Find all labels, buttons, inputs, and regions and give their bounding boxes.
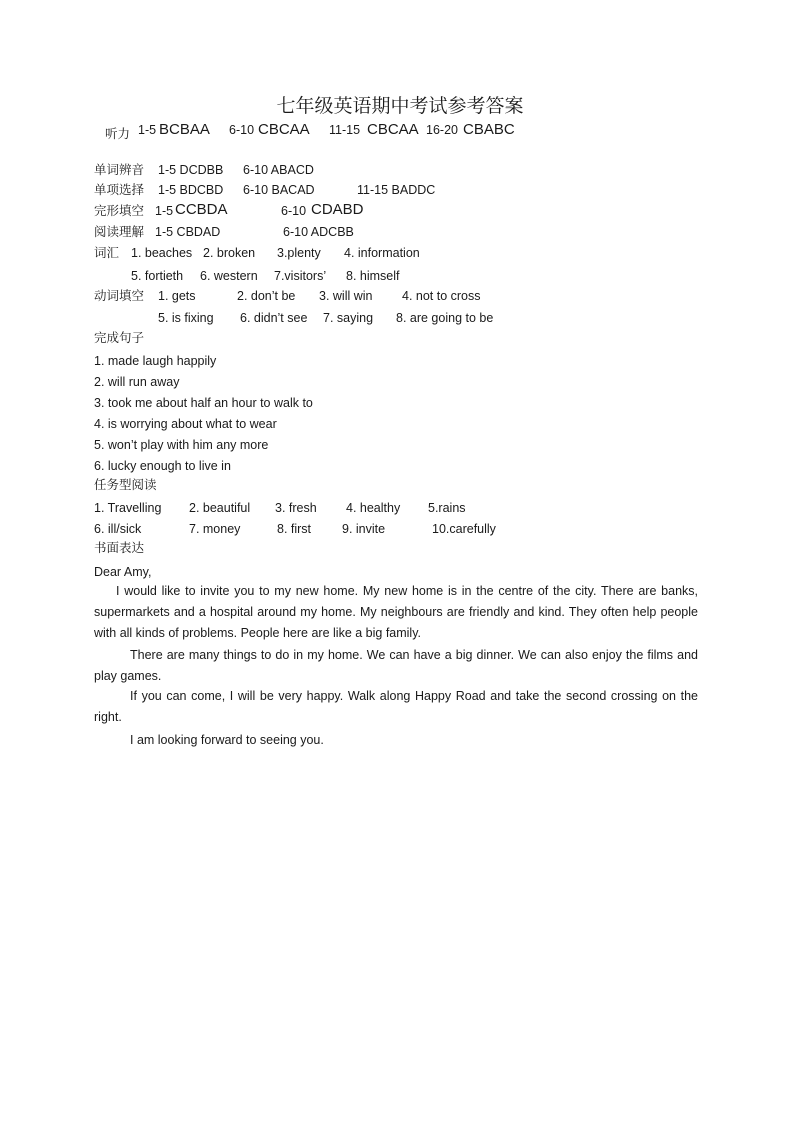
cloze-range-1: 1-5 bbox=[155, 204, 174, 218]
sentence-item: 4. is worrying about what to wear bbox=[94, 417, 277, 431]
sentence-item: 5. won’t play with him any more bbox=[94, 438, 269, 452]
task-item: 1. Travelling bbox=[94, 501, 162, 515]
cloze-answer-1: CCBDA bbox=[175, 201, 228, 218]
sentence-item: 1. made laugh happily bbox=[94, 354, 217, 368]
pron-group-1: 1-5 DCDBB bbox=[158, 163, 224, 177]
task-item: 8. first bbox=[277, 522, 312, 536]
sentence-item: 6. lucky enough to live in bbox=[94, 459, 231, 473]
reading-label: 阅读理解 bbox=[94, 224, 145, 239]
verb-item: 8. are going to be bbox=[396, 311, 494, 325]
page-title: 七年级英语期中考试参考答案 bbox=[276, 95, 524, 117]
listening-label: 听力 bbox=[105, 126, 131, 141]
vocab-item: 2. broken bbox=[203, 246, 256, 260]
reading-group-1: 1-5 CBDAD bbox=[155, 225, 221, 239]
vocab-item: 5. fortieth bbox=[131, 269, 184, 283]
task-label: 任务型阅读 bbox=[94, 477, 157, 492]
letter-greeting: Dear Amy, bbox=[94, 565, 152, 579]
cloze-answer-2: CDABD bbox=[311, 201, 364, 218]
sentence-item: 3. took me about half an hour to walk to bbox=[94, 396, 313, 410]
verb-item: 7. saying bbox=[323, 311, 374, 325]
vocab-item: 3.plenty bbox=[277, 246, 321, 260]
verb-item: 2. don’t be bbox=[237, 289, 296, 303]
single-group-1: 1-5 BDCBD bbox=[158, 183, 224, 197]
task-item: 4. healthy bbox=[346, 501, 401, 515]
listening-answer-1: BCBAA bbox=[159, 121, 210, 138]
listening-answer-2: CBCAA bbox=[258, 121, 310, 138]
task-item: 6. ill/sick bbox=[94, 522, 142, 536]
pron-group-2: 6-10 ABACD bbox=[243, 163, 314, 177]
listening-answer-3: CBCAA bbox=[367, 121, 419, 138]
listening-range-4: 16-20 bbox=[426, 123, 458, 137]
vocab-item: 7.visitors’ bbox=[274, 269, 327, 283]
single-group-2: 6-10 BACAD bbox=[243, 183, 315, 197]
verb-item: 5. is fixing bbox=[158, 311, 214, 325]
task-item: 2. beautiful bbox=[189, 501, 251, 515]
vocab-label: 词汇 bbox=[94, 245, 120, 260]
task-item: 7. money bbox=[189, 522, 241, 536]
listening-range-3: 11-15 bbox=[329, 123, 361, 137]
single-group-3: 11-15 BADDC bbox=[357, 183, 436, 197]
letter-closing: I am looking forward to seeing you. bbox=[130, 733, 324, 747]
single-label: 单项选择 bbox=[94, 182, 145, 197]
sentences-label: 完成句子 bbox=[94, 330, 145, 345]
cloze-range-2: 6-10 bbox=[281, 204, 307, 218]
task-item: 5.rains bbox=[428, 501, 466, 515]
task-item: 10.carefully bbox=[432, 522, 496, 536]
vocab-item: 6. western bbox=[200, 269, 258, 283]
cloze-label: 完形填空 bbox=[94, 203, 145, 218]
task-item: 3. fresh bbox=[275, 501, 317, 515]
listening-answer-4: CBABC bbox=[463, 121, 515, 138]
vocab-item: 4. information bbox=[344, 246, 420, 260]
verb-item: 6. didn’t see bbox=[240, 311, 308, 325]
vocab-item: 1. beaches bbox=[131, 246, 193, 260]
verb-item: 1. gets bbox=[158, 289, 196, 303]
listening-range-1: 1-5 bbox=[138, 123, 157, 137]
writing-label: 书面表达 bbox=[94, 540, 145, 555]
vocab-item: 8. himself bbox=[346, 269, 400, 283]
reading-group-2: 6-10 ADCBB bbox=[283, 225, 354, 239]
pron-label: 单词辨音 bbox=[94, 162, 145, 177]
verb-item: 3. will win bbox=[319, 289, 373, 303]
verbs-label: 动词填空 bbox=[94, 288, 145, 303]
letter-paragraph-3: If you can come, I will be very happy. Walk along Happy Road and take the second crossing on the right. bbox=[94, 689, 698, 724]
verb-item: 4. not to cross bbox=[402, 289, 481, 303]
letter-paragraph-2: There are many things to do in my home. We can have a big dinner. We can also enjoy the films and play games. bbox=[94, 648, 698, 683]
listening-range-2: 6-10 bbox=[229, 123, 255, 137]
sentence-item: 2. will run away bbox=[94, 375, 180, 389]
letter-paragraph-1: I would like to invite you to my new home. My new home is in the centre of the city. There are banks, supermarkets and a hospital around my home. My neighbours are friendly and kind. They often help people with all kinds of problems. People here are like a big family. bbox=[94, 584, 698, 640]
task-item: 9. invite bbox=[342, 522, 386, 536]
